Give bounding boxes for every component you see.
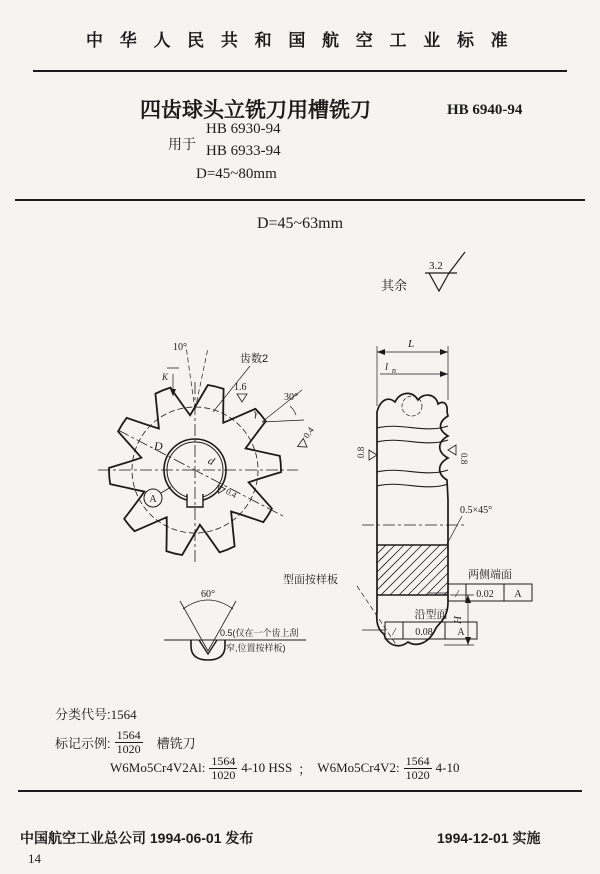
applies-to-std-1: HB 6930-94 <box>206 121 281 137</box>
rake-angle-label: γ <box>254 408 258 419</box>
class-code-value: 1564 <box>110 707 137 722</box>
angle-10-rays <box>186 346 208 410</box>
ball-form-circle <box>402 396 422 416</box>
tol2-label: 沿型面 <box>414 609 448 621</box>
material-separator: ； <box>298 761 312 777</box>
datum-a-label: A <box>149 494 157 505</box>
scrape-note-line2: 窄,位置按样板) <box>226 643 286 653</box>
roughness-land: 1.6 <box>234 382 247 393</box>
bore-diameter-label: d <box>205 454 217 469</box>
angle-30-label: 30° <box>284 392 298 403</box>
rest-label: 其余 <box>381 278 408 293</box>
material-2-fraction-top: 1564 <box>405 753 430 768</box>
material-2-size: 4-10 <box>435 760 460 775</box>
doc-title: 四齿球头立铣刀用槽铣刀 <box>140 99 371 122</box>
roughness-land-icon <box>237 394 247 402</box>
issue-date-line: 中国航空工业总公司 1994-06-01 发布 <box>20 830 254 846</box>
standard-header: 中 华 人 民 共 和 国 航 空 工 业 标 准 <box>86 31 514 50</box>
chamfer-label: 0.5×45° <box>460 505 493 516</box>
section-range: D=45~63mm <box>256 215 344 232</box>
material-designations-line <box>110 752 459 784</box>
roughness-right-value: 0.8 <box>459 453 469 465</box>
material-1-size: 4-10 HSS <box>241 760 293 775</box>
material-1-name: W6Mo5Cr4V2Al: <box>110 760 206 775</box>
form-profile-lines <box>377 426 448 487</box>
tol1-label: 两侧端面 <box>468 569 512 581</box>
header-rule <box>33 70 567 72</box>
hatch-line <box>417 564 448 595</box>
hatch-line <box>377 545 386 554</box>
tol1-datum: A <box>514 589 522 600</box>
roughness-face-mark <box>294 425 317 451</box>
tol1-value: 0.02 <box>476 589 494 600</box>
hatch-line <box>377 545 413 581</box>
hatch-line <box>426 573 448 595</box>
material-1-fraction <box>209 755 237 781</box>
dim-ln-arrow <box>440 371 448 377</box>
teeth-count-note: 齿数2 <box>240 353 269 365</box>
angle-60-arc <box>183 600 233 609</box>
runout-frame-end-faces <box>428 567 532 601</box>
applies-to-std-2: HB 6933-94 <box>206 143 281 159</box>
tol2-value: 0.08 <box>415 627 433 638</box>
roughness-left-value: 0.8 <box>356 446 366 458</box>
material-2-name: W6Mo5Cr4V2: <box>317 760 400 775</box>
profile-template-note: 型面按样板 <box>283 574 338 586</box>
marking-example-label: 标记示例: <box>55 735 111 751</box>
k-label: K <box>162 372 169 382</box>
runout-icon: / <box>392 626 396 638</box>
marking-example-name: 槽铣刀 <box>156 735 196 751</box>
datum-a-mark <box>144 487 171 507</box>
footer-rule <box>18 790 582 792</box>
roughness-left-mark <box>356 446 377 460</box>
page-number: 14 <box>28 851 41 866</box>
profile-form-outline <box>191 640 225 660</box>
dim-ln-sub: n <box>392 366 396 375</box>
roughness-right-mark <box>448 445 469 465</box>
outer-diameter-label: D <box>154 439 163 453</box>
implementation-date-line: 1994-12-01 实施 <box>437 830 541 846</box>
doc-code: HB 6940-94 <box>447 102 523 118</box>
dim-L-lines <box>377 346 448 406</box>
material-1-fraction-bottom: 1020 <box>211 767 236 782</box>
hatch-line <box>377 545 395 563</box>
hatch-line <box>408 555 448 595</box>
class-code-line <box>55 704 137 723</box>
tol2-datum: A <box>457 627 465 638</box>
runout-icon: / <box>455 588 459 600</box>
material-1-fraction-top: 1564 <box>211 753 236 768</box>
roughness-face-value: 0.4 <box>301 425 316 441</box>
rest-value: 3.2 <box>429 260 443 272</box>
marking-fraction-bottom: 1020 <box>116 741 141 756</box>
angle-10-label: 10° <box>173 342 187 353</box>
technical-drawing <box>40 250 570 690</box>
section-hatch <box>377 545 448 595</box>
tooth-profile-detail <box>164 589 306 660</box>
title-rule <box>15 199 585 201</box>
material-2-fraction <box>404 755 432 781</box>
dim-L-label: L <box>408 338 415 350</box>
applies-to-label: 用于 <box>168 136 196 152</box>
cutter-side-view <box>283 338 532 646</box>
marking-fraction-top: 1564 <box>116 727 141 742</box>
hatch-line <box>377 545 422 590</box>
dim-H-label: H <box>452 616 464 624</box>
material-2-fraction-bottom: 1020 <box>405 767 430 782</box>
profile-form-notch <box>199 640 217 654</box>
diameter-range: D=45~80mm <box>196 166 277 182</box>
surface-finish-note <box>381 252 465 293</box>
roughness-bore-value: 0.4 <box>224 486 239 500</box>
chamfer-leader <box>447 516 462 544</box>
cutter-front-view <box>98 342 318 562</box>
angle-60-label: 60° <box>201 589 215 600</box>
side-body-outline <box>377 393 448 645</box>
dim-ln-label: l <box>385 361 389 373</box>
scrape-note-line1: 0.5(仅在一个齿上刮 <box>220 628 299 638</box>
class-code-label: 分类代号: <box>55 707 111 722</box>
hatch-line <box>399 546 448 595</box>
